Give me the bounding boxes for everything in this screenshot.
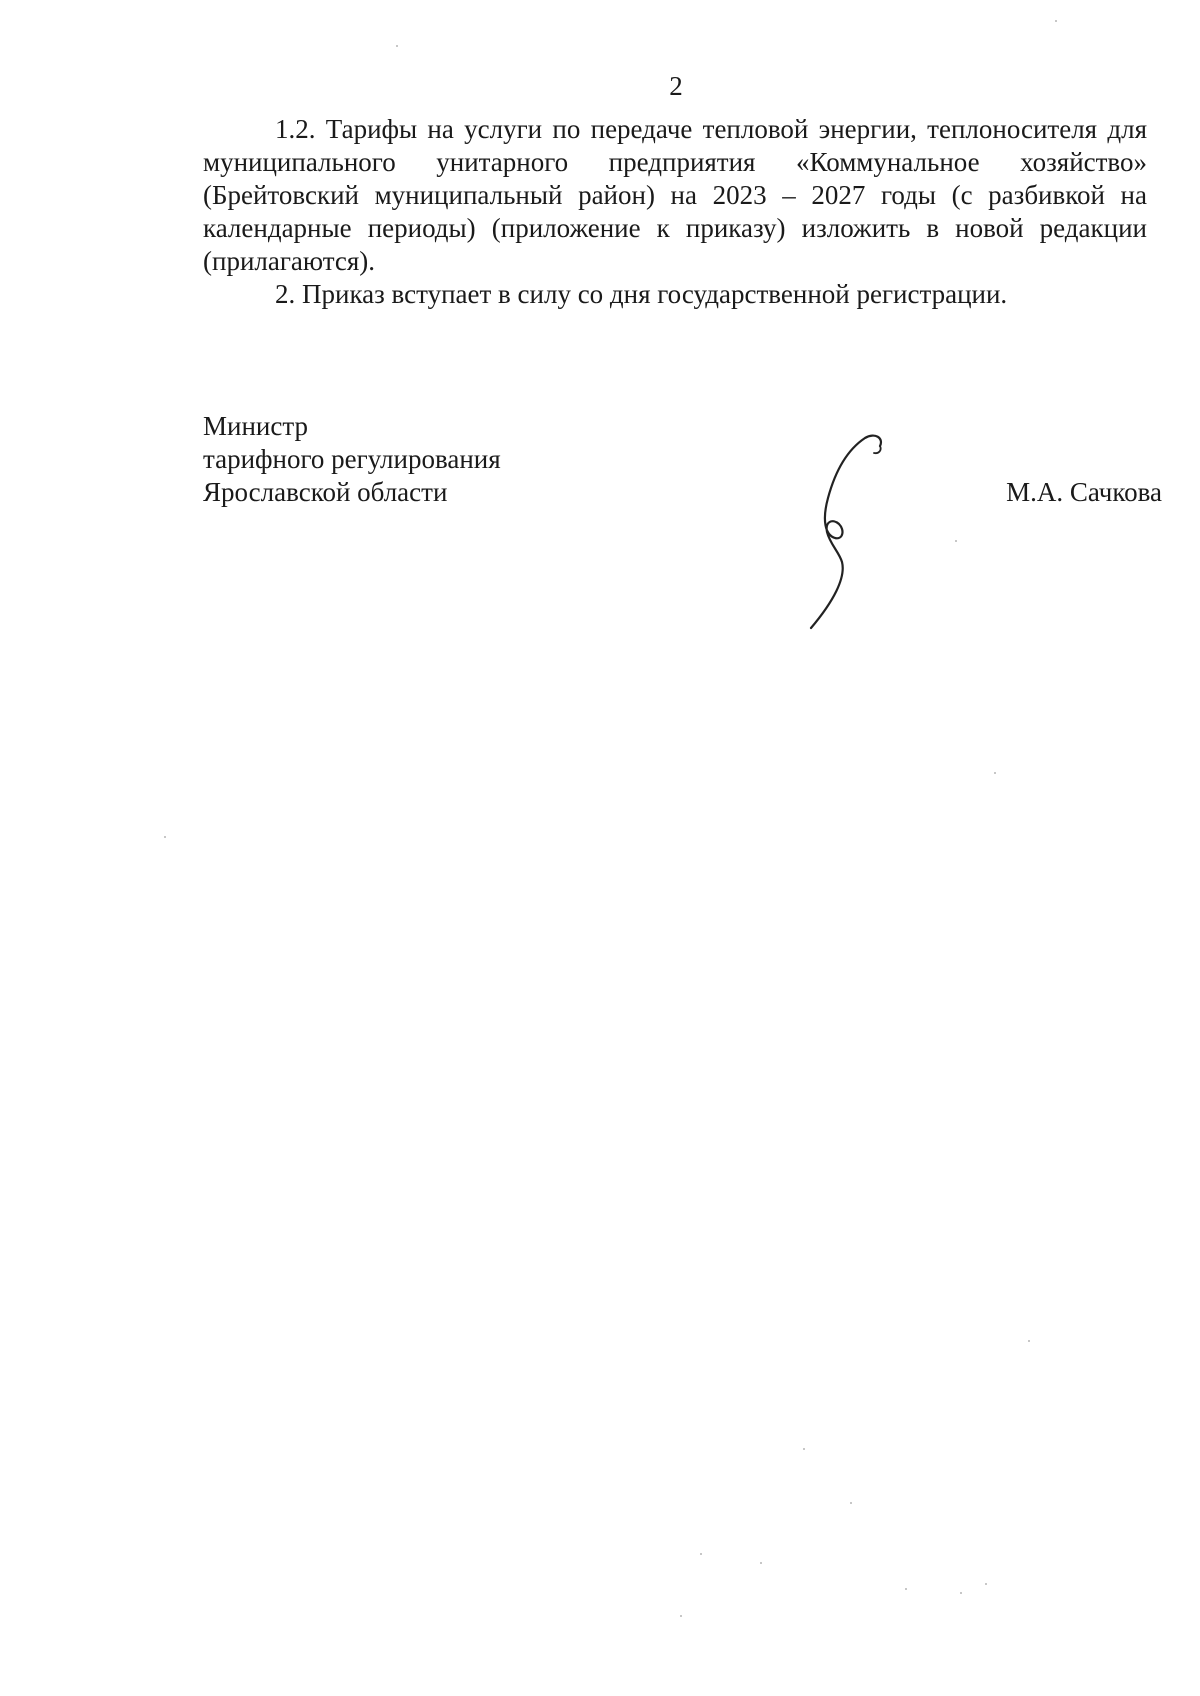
scan-speck <box>960 1592 962 1594</box>
scan-speck <box>680 1615 682 1617</box>
paragraph-tariffs: 1.2. Тарифы на услуги по передаче тепловой энергии, теплоносителя для муниципального унитарного предприятия «Коммунальное хозяйство» (Брейтовский муниципальный район) на 2023 – 2027 годы (с разбивкой на календарные периоды) (приложение к приказу) изложить в новой редакции (прилагаются). <box>203 114 1147 276</box>
scan-speck <box>994 772 996 774</box>
paragraph-effective-date: 2. Приказ вступает в силу со дня государственной регистрации. <box>275 279 1008 309</box>
signatory-position-line: Ярославской области <box>203 477 448 507</box>
scan-speck <box>1028 1340 1030 1342</box>
page-number: 2 <box>669 71 683 101</box>
signatory-name: М.А. Сачкова <box>1006 477 1162 507</box>
scan-speck <box>905 1588 907 1590</box>
scan-speck <box>1055 20 1057 22</box>
scan-speck <box>850 1502 852 1504</box>
scan-speck <box>760 1562 762 1564</box>
scan-speck <box>396 45 398 47</box>
signatory-position <box>203 410 501 509</box>
signatory-position-line: Министр <box>203 411 308 441</box>
scan-speck <box>164 836 166 838</box>
handwritten-signature <box>795 420 915 630</box>
scan-speck <box>955 540 957 542</box>
document-body <box>203 113 1147 311</box>
scan-speck <box>803 1448 805 1450</box>
scan-speck <box>985 1583 987 1585</box>
scan-speck <box>700 1553 702 1555</box>
signatory-position-line: тарифного регулирования <box>203 444 501 474</box>
